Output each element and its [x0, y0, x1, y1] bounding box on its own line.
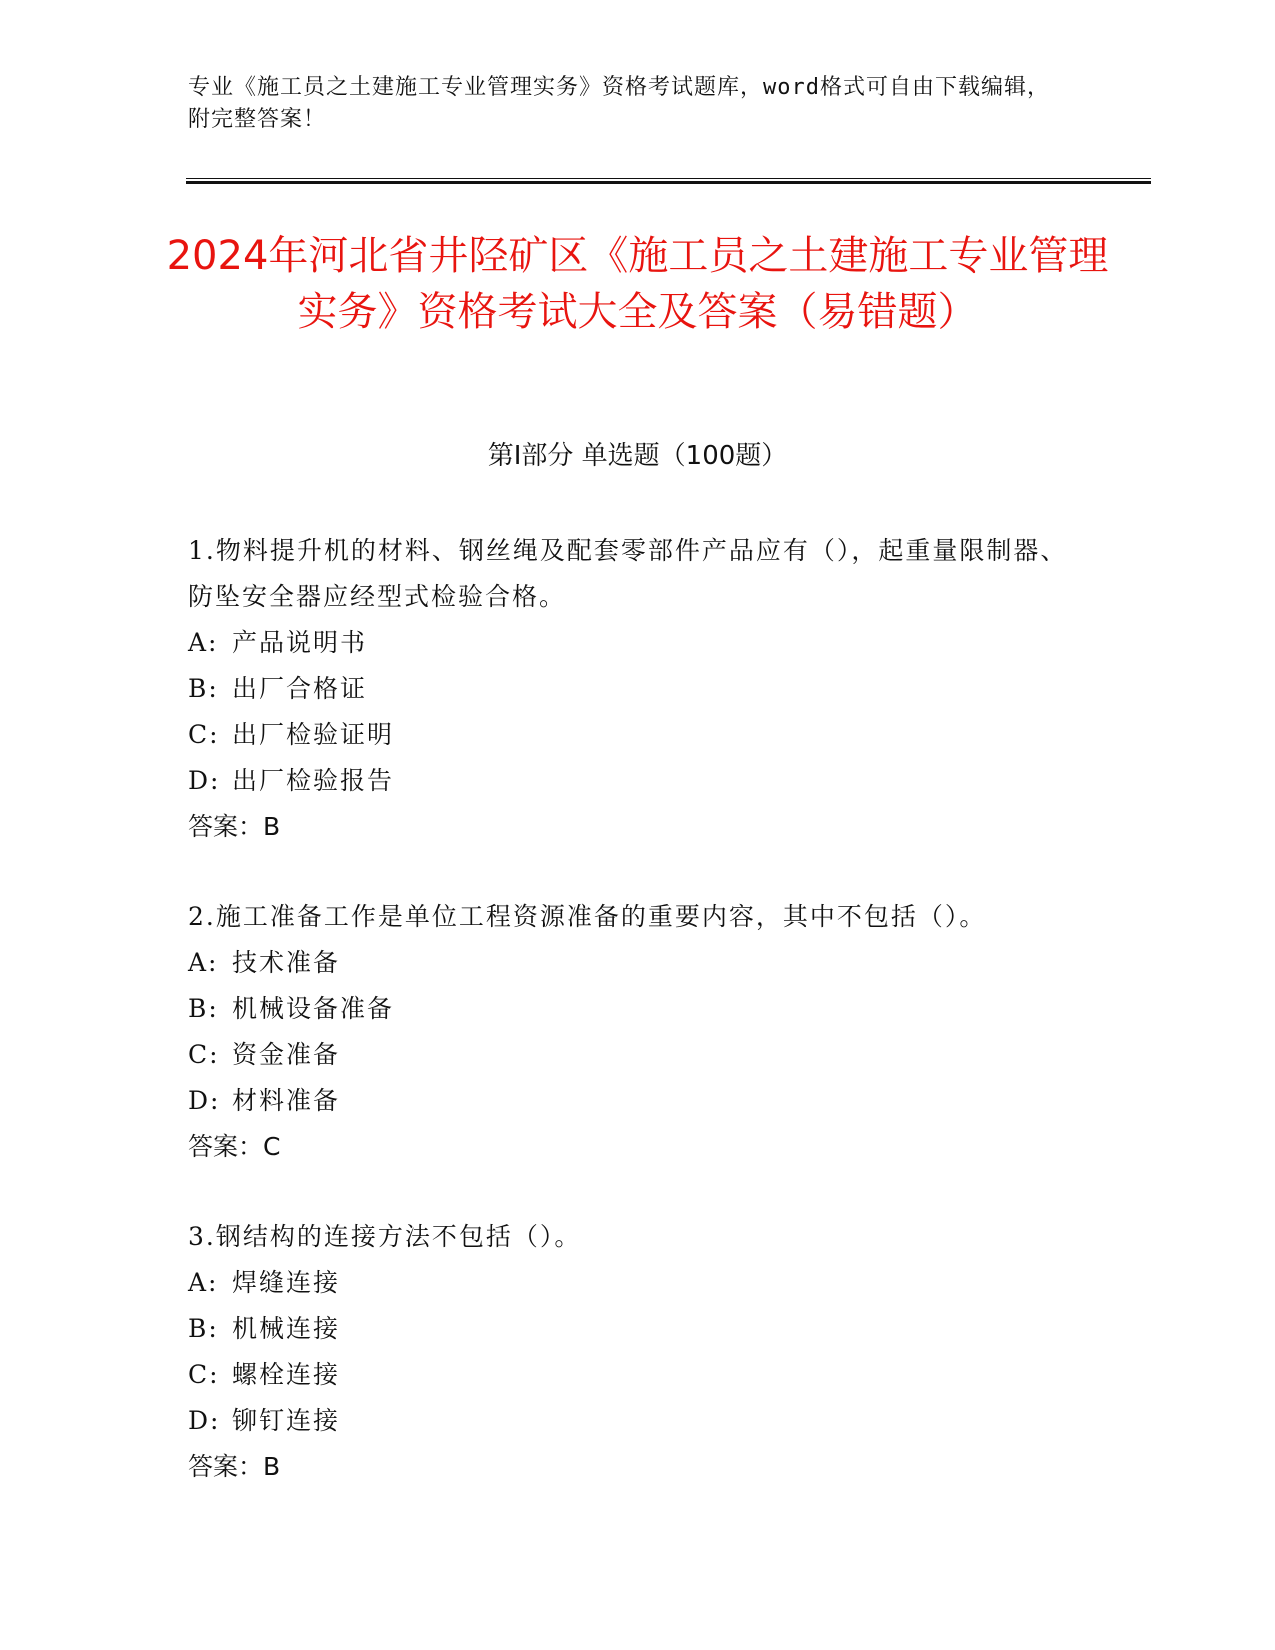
option-d [188, 758, 1068, 804]
option-d [188, 1398, 1068, 1444]
question-stem: 2.施工准备工作是单位工程资源准备的重要内容，其中不包括（）。 [188, 902, 987, 931]
option-text: 出厂检验报告 [232, 766, 395, 795]
option-letter: A: [188, 948, 219, 977]
document-title: 2024年河北省井陉矿区《施工员之土建施工专业管理实务》资格考试大全及答案（易错题） [166, 233, 1109, 335]
section-title: 第Ⅰ部分 单选题（100题） [487, 441, 788, 471]
answer-line: 答案：B [188, 812, 281, 841]
question-stem: 3.钢结构的连接方法不包括（）。 [188, 1222, 582, 1251]
question-list [188, 528, 1068, 1534]
option-text: 技术准备 [232, 948, 341, 977]
option-c [188, 712, 1068, 758]
option-letter: C: [188, 1040, 220, 1069]
option-letter: A: [188, 628, 219, 657]
option-b [188, 666, 1068, 712]
option-text: 机械连接 [232, 1314, 341, 1343]
option-a [188, 620, 1068, 666]
answer-line: 答案：C [188, 1132, 281, 1161]
option-c [188, 1352, 1068, 1398]
header-divider-thin [186, 178, 1151, 179]
option-b [188, 986, 1068, 1032]
option-a [188, 1260, 1068, 1306]
header-divider-thick [186, 181, 1151, 184]
option-text: 出厂合格证 [232, 674, 368, 703]
option-letter: A: [188, 1268, 219, 1297]
option-b [188, 1306, 1068, 1352]
option-letter: C: [188, 720, 220, 749]
header-note: 专业《施工员之土建施工专业管理实务》资格考试题库，word格式可自由下载编辑，附完整答案！ [188, 75, 1050, 132]
question-1 [188, 528, 1068, 850]
option-c [188, 1032, 1068, 1078]
option-letter: D: [188, 1086, 221, 1115]
option-text: 产品说明书 [232, 628, 368, 657]
question-stem: 1.物料提升机的材料、钢丝绳及配套零部件产品应有（），起重量限制器、防坠安全器应经型式检验合格。 [188, 536, 1068, 611]
option-text: 焊缝连接 [232, 1268, 341, 1297]
question-2 [188, 894, 1068, 1170]
option-letter: D: [188, 766, 221, 795]
option-letter: B: [188, 1314, 219, 1343]
option-letter: C: [188, 1360, 220, 1389]
option-letter: B: [188, 674, 219, 703]
option-text: 资金准备 [232, 1040, 341, 1069]
option-letter: D: [188, 1406, 221, 1435]
option-a [188, 940, 1068, 986]
option-letter: B: [188, 994, 219, 1023]
option-text: 机械设备准备 [232, 994, 395, 1023]
option-text: 螺栓连接 [232, 1360, 341, 1389]
option-text: 材料准备 [232, 1086, 341, 1115]
answer-line: 答案：B [188, 1452, 281, 1481]
option-d [188, 1078, 1068, 1124]
option-text: 铆钉连接 [232, 1406, 341, 1435]
option-text: 出厂检验证明 [232, 720, 395, 749]
question-3 [188, 1214, 1068, 1490]
